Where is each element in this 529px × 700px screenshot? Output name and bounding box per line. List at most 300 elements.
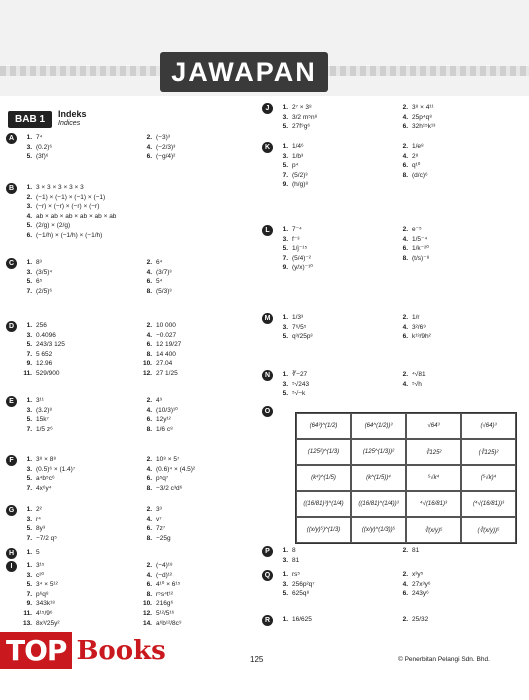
answer-item — [20, 516, 140, 526]
answer-row — [276, 143, 516, 153]
answer-value: 8y³ — [36, 525, 46, 533]
grid-cell: ((x/y)^(1/3))⁵ — [351, 517, 406, 543]
answer-value: f⁻³ — [292, 235, 300, 243]
answer-row — [20, 269, 260, 279]
question-number: 4. — [146, 406, 152, 414]
answer-item — [140, 562, 260, 572]
answer-value: (5/2)³ — [292, 171, 308, 179]
answer-item — [396, 162, 516, 172]
answer-value: 7⁴ — [36, 134, 43, 141]
answer-value: (0.5)⁶ × (1.4)⁷ — [36, 465, 76, 473]
answer-value: 1/b³ — [292, 152, 304, 160]
answer-section-r — [276, 616, 516, 626]
answer-row — [276, 581, 516, 591]
question-number: 5. — [26, 581, 32, 589]
question-number — [396, 264, 408, 274]
question-number: 5. — [26, 222, 32, 230]
question-number: 1. — [282, 371, 288, 378]
answer-item — [276, 143, 396, 153]
question-number: 4. — [26, 212, 32, 220]
answer-row — [276, 226, 516, 236]
question-number: 7. — [26, 590, 32, 598]
answer-value: 1/r — [412, 314, 420, 321]
grid-cell: (64^(1/2))³ — [351, 413, 406, 439]
question-number: 3. — [26, 465, 32, 473]
answer-value: (0.6)⁴ × (4.5)² — [156, 465, 196, 473]
answer-item — [140, 288, 260, 298]
answer-value: 2⁷ × 3⁸ — [292, 104, 312, 111]
answer-value: 15k⁷ — [36, 416, 49, 424]
answer-item — [20, 370, 140, 380]
question-number: 1. — [26, 562, 32, 569]
question-number: 1. — [282, 547, 288, 554]
answer-value: 3⁴ × 5¹² — [36, 581, 58, 589]
answer-item — [396, 314, 516, 324]
answer-item — [276, 104, 396, 114]
question-number: 6. — [26, 231, 32, 239]
question-number: 6. — [146, 525, 152, 533]
answer-value: 12.96 — [36, 360, 53, 368]
answer-item — [140, 572, 260, 582]
answer-row — [20, 397, 260, 407]
answer-value: 256p²q⁷ — [292, 580, 315, 588]
question-number: 1. — [26, 134, 32, 141]
answer-item — [396, 153, 516, 163]
grid-cell: ((16/81)³)^(1/4) — [296, 491, 351, 517]
grid-cell: (k⁴)^(1/5) — [296, 465, 351, 491]
question-number: 1. — [26, 549, 32, 556]
answer-value: 7⁻⁴ — [292, 226, 302, 233]
question-number: 8. — [146, 590, 152, 598]
answer-item — [20, 288, 140, 298]
answer-item — [276, 571, 396, 581]
answer-item — [276, 255, 396, 265]
question-number: 6. — [146, 475, 152, 483]
question-number: 3. — [282, 235, 288, 243]
answer-value: (−3)³ — [156, 134, 170, 141]
answer-item — [140, 278, 260, 288]
logo-books: Books — [76, 635, 166, 666]
answer-value: (−r) × (−r) × (−r) × (−r) — [36, 203, 100, 211]
answer-value: 25p⁴q⁸ — [412, 113, 432, 121]
answer-value: q¹⁰ — [412, 162, 421, 170]
answer-row — [276, 547, 516, 557]
answer-item — [396, 371, 516, 381]
question-number: 3. — [26, 331, 32, 339]
answer-row — [20, 591, 260, 601]
question-number: 4. — [402, 580, 408, 588]
answer-row — [276, 123, 516, 133]
answer-value: 256 — [36, 322, 47, 329]
question-number: 3. — [26, 268, 32, 276]
question-number: 1. — [26, 506, 32, 513]
chapter-title: Indeks — [58, 109, 87, 119]
answer-value: e⁻⁵ — [412, 226, 422, 233]
answer-item — [276, 181, 396, 191]
question-number: 8. — [146, 484, 152, 492]
answer-section-c — [20, 259, 260, 297]
answer-item — [20, 562, 140, 572]
answer-item — [276, 123, 396, 133]
grid-cell: (∛(x/y))⁵ — [461, 517, 516, 543]
answer-value: 6⁴ — [156, 259, 163, 266]
question-number: 2. — [146, 456, 152, 463]
chapter-heading — [8, 110, 87, 128]
answer-value: (10/3)¹⁰ — [156, 406, 178, 414]
answer-value: 529/900 — [36, 369, 60, 377]
answer-row — [20, 232, 260, 242]
answer-value: 3/2 m⁵n⁸ — [292, 113, 318, 121]
answer-item — [276, 581, 396, 591]
question-number: 2. — [402, 226, 408, 233]
answer-value: 3¹⁵ — [36, 562, 45, 569]
answer-value: ⁴√81 — [412, 371, 426, 378]
question-number: 3. — [26, 406, 32, 414]
grid-cell: (⁴√(16/81))³ — [461, 491, 516, 517]
chapter-subtitle: Indices — [58, 120, 81, 127]
answer-item — [140, 351, 260, 361]
page-number: 125 — [250, 655, 264, 664]
answer-value: −0.027 — [156, 331, 177, 339]
question-number: 2. — [146, 259, 152, 266]
answer-value: 2² — [36, 506, 42, 513]
answer-row — [20, 407, 260, 417]
answer-item — [20, 222, 140, 232]
answer-item — [396, 236, 516, 246]
question-number: 2. — [146, 322, 152, 329]
answer-item — [20, 407, 140, 417]
answer-item — [396, 264, 516, 274]
answer-item — [20, 535, 140, 545]
answer-item — [20, 610, 140, 620]
answer-row — [20, 360, 260, 370]
answer-item — [20, 184, 140, 194]
answer-value: a⁶b¹²/8c⁹ — [156, 619, 182, 627]
section-marker-l: L — [262, 225, 273, 236]
answer-value: 1/e⁸ — [412, 143, 424, 150]
answer-item — [140, 332, 260, 342]
answer-item — [20, 322, 140, 332]
grid-cell: √64³ — [406, 413, 461, 439]
question-number: 5. — [26, 278, 32, 286]
question-number: 1. — [26, 259, 32, 266]
answer-row — [276, 264, 516, 274]
question-number: 2. — [402, 571, 408, 578]
question-number: 3. — [282, 323, 288, 331]
answer-value: 81 — [292, 556, 300, 564]
answer-item — [140, 370, 260, 380]
answer-row — [20, 466, 260, 476]
answer-value: (−g/4)² — [156, 153, 176, 161]
answer-item — [396, 557, 516, 567]
answer-row — [276, 571, 516, 581]
grid-cell: (125²)^(1/3) — [296, 439, 351, 465]
answer-item — [20, 426, 140, 436]
grid-cell: ⁴√(16/81)³ — [406, 491, 461, 517]
answer-value: 3¹¹ — [36, 397, 44, 404]
answer-value: 1/5 z⁶ — [36, 425, 53, 433]
answer-value: 5 — [36, 549, 40, 556]
answer-item — [20, 416, 140, 426]
answer-item — [140, 456, 260, 466]
question-number: 1. — [26, 184, 32, 191]
answer-value: 7z⁷ — [156, 525, 166, 533]
question-number: 6. — [146, 153, 152, 161]
section-marker-e: E — [6, 396, 17, 407]
answer-row — [276, 324, 516, 334]
answer-item — [20, 572, 140, 582]
section-marker-f: F — [6, 455, 17, 466]
answer-item — [140, 360, 260, 370]
question-number: 6. — [402, 333, 408, 341]
answer-item — [140, 506, 260, 516]
question-number: 1. — [282, 616, 288, 623]
grid-cell: ∛125² — [406, 439, 461, 465]
answer-value: 7⁶/5⁵ — [292, 323, 307, 331]
answer-item — [140, 397, 260, 407]
answer-value: 0.4096 — [36, 331, 56, 339]
question-number: 4. — [146, 268, 152, 276]
answer-item — [396, 245, 516, 255]
section-marker-i: I — [6, 561, 17, 572]
answer-item — [140, 194, 260, 204]
question-number: 2. — [146, 506, 152, 513]
answer-value: p⁵q⁷ — [156, 475, 169, 483]
question-number — [140, 549, 152, 559]
answer-value: 4¹⁰ × 6¹⁵ — [156, 581, 181, 589]
answer-item — [20, 397, 140, 407]
answer-value: 6⁵ — [36, 278, 43, 286]
answer-section-j — [276, 104, 516, 133]
answer-value: 14 400 — [156, 350, 176, 358]
question-number: 12. — [142, 609, 152, 617]
answer-item — [140, 600, 260, 610]
answer-value: ⁵√243 — [292, 380, 310, 388]
answer-item — [140, 591, 260, 601]
question-number: 4. — [146, 515, 152, 523]
answer-value: ⁵√h — [412, 380, 422, 388]
grid-cell: (k^(1/5))⁴ — [351, 465, 406, 491]
grid-cell: (64³)^(1/2) — [296, 413, 351, 439]
question-number: 10. — [142, 360, 152, 368]
answer-value: x³y⁵ — [412, 571, 424, 578]
question-number: 3. — [26, 571, 32, 579]
question-number: 5. — [282, 590, 288, 598]
answer-row — [276, 557, 516, 567]
answer-row — [20, 341, 260, 351]
section-o-grid — [295, 412, 517, 544]
answer-item — [140, 407, 260, 417]
section-marker-h: H — [6, 548, 17, 559]
question-number: 14. — [142, 619, 152, 627]
question-number: 5. — [26, 153, 32, 161]
answer-value: −3/2 c³d⁶ — [156, 484, 183, 492]
answer-section-h — [20, 549, 260, 559]
answer-item — [396, 547, 516, 557]
answer-item — [140, 426, 260, 436]
question-number: 8. — [402, 254, 408, 262]
question-number: 8. — [146, 287, 152, 295]
answer-value: 5⁴ — [156, 278, 163, 286]
question-number: 6. — [146, 416, 152, 424]
answer-item — [276, 324, 396, 334]
answer-value: 3²/6⁹ — [412, 323, 426, 331]
answer-section-d — [20, 322, 260, 380]
section-marker-o: O — [262, 406, 273, 417]
question-number — [140, 194, 152, 204]
question-number: 5. — [282, 333, 288, 341]
answer-item — [20, 600, 140, 610]
answer-section-p — [276, 547, 516, 566]
answer-value: (−1) × (−1) × (−1) × (−1) — [36, 193, 106, 201]
question-number: 3. — [282, 152, 288, 160]
answer-value: 25/32 — [412, 616, 429, 623]
answer-value: c²⁰ — [36, 571, 45, 579]
answer-value: −25g — [156, 534, 171, 542]
question-number: 1. — [26, 456, 32, 463]
answer-row — [20, 485, 260, 495]
question-number: 6. — [146, 581, 152, 589]
answer-value: 1/5⁻⁴ — [412, 235, 428, 243]
question-number: 5. — [282, 390, 288, 398]
answer-value: 1/3³ — [292, 314, 304, 321]
question-number: 2. — [146, 562, 152, 569]
answer-item — [140, 525, 260, 535]
answer-value: 5 652 — [36, 350, 53, 358]
grid-cell: ((x/y)⁵)^(1/3) — [296, 517, 351, 543]
question-number — [396, 181, 408, 191]
answer-row — [20, 370, 260, 380]
question-number: 2. — [146, 134, 152, 141]
answer-row — [20, 516, 260, 526]
question-number: 3. — [282, 113, 288, 121]
answer-value: v⁷ — [156, 515, 162, 523]
answer-value: 1/j⁻¹⁵ — [292, 245, 308, 253]
grid-cell: (∛125)² — [461, 439, 516, 465]
answer-value: 27.04 — [156, 360, 173, 368]
answer-value: 8 — [292, 547, 296, 554]
answer-value: ∛−27 — [292, 371, 308, 378]
watermark-logo — [0, 632, 166, 669]
answer-item — [276, 236, 396, 246]
answer-item — [140, 416, 260, 426]
answer-item — [276, 590, 396, 600]
answer-item — [396, 381, 516, 391]
answer-item — [276, 314, 396, 324]
answer-item — [20, 153, 140, 163]
answer-item — [140, 516, 260, 526]
answer-value: 625q⁸ — [292, 590, 310, 598]
question-number: 5. — [282, 162, 288, 170]
question-number: 5. — [282, 123, 288, 131]
grid-cell: ∛(x/y)⁵ — [406, 517, 461, 543]
answer-item — [20, 485, 140, 495]
answer-value: (3.2)⁸ — [36, 406, 53, 414]
answer-row — [276, 314, 516, 324]
answer-value: 10⁸ × 5⁷ — [156, 456, 180, 463]
answer-item — [396, 172, 516, 182]
answer-value: 1/k⁻²⁰ — [412, 245, 429, 253]
answer-value: (−d)¹² — [156, 571, 173, 579]
answer-section-k — [276, 143, 516, 191]
answer-value: p⁴ — [292, 162, 299, 170]
question-number: 2. — [146, 397, 152, 404]
answer-item — [20, 194, 140, 204]
answer-item — [140, 485, 260, 495]
question-number: 1. — [282, 104, 288, 111]
question-number: 5. — [26, 341, 32, 349]
answer-item — [140, 203, 260, 213]
answer-item — [20, 351, 140, 361]
answer-item — [20, 232, 140, 242]
question-number: 1. — [26, 397, 32, 404]
grid-cell: (√64)³ — [461, 413, 516, 439]
answer-value: ab × ab × ab × ab × ab × ab — [36, 212, 117, 220]
answer-item — [140, 620, 260, 630]
question-number: 2. — [26, 193, 32, 201]
question-number — [396, 390, 408, 400]
question-number: 10. — [142, 600, 152, 608]
answer-item — [396, 181, 516, 191]
answer-row — [20, 600, 260, 610]
question-number: 7. — [26, 350, 32, 358]
grid-cell: (⁵√k)⁴ — [461, 465, 516, 491]
answer-row — [276, 590, 516, 600]
question-number: 2. — [402, 616, 408, 623]
answer-value: (t/s)⁻⁸ — [412, 254, 430, 262]
answer-section-e — [20, 397, 260, 435]
question-number — [140, 222, 152, 232]
answer-value: 343k¹⁸ — [36, 600, 56, 608]
answer-item — [20, 549, 140, 559]
answer-row — [20, 351, 260, 361]
answer-row — [20, 506, 260, 516]
answer-item — [276, 226, 396, 236]
answer-item — [140, 581, 260, 591]
question-number: 3. — [26, 203, 32, 211]
answer-section-n — [276, 371, 516, 400]
answer-value: 8³ — [36, 259, 42, 266]
question-number: 4. — [402, 323, 408, 331]
answer-item — [20, 506, 140, 516]
answer-item — [20, 525, 140, 535]
answer-item — [20, 466, 140, 476]
section-marker-a: A — [6, 133, 17, 144]
answer-value: 16/625 — [292, 616, 312, 623]
grid-cell: ((16/81)^(1/4))³ — [351, 491, 406, 517]
question-number: 7. — [282, 254, 288, 262]
question-number: 9. — [26, 600, 32, 608]
answer-item — [396, 114, 516, 124]
answer-value: 12y¹² — [156, 416, 171, 424]
answer-item — [140, 322, 260, 332]
answer-row — [276, 114, 516, 124]
answer-value: 2⁸ — [412, 152, 419, 160]
answer-value: 3³ — [156, 506, 162, 513]
answer-item — [20, 360, 140, 370]
question-number: 9. — [282, 264, 288, 272]
question-number: 3. — [282, 580, 288, 588]
answer-value: 27 1/25 — [156, 369, 178, 377]
answer-value: q³/25p³ — [292, 333, 313, 341]
answer-value: p⁶q⁸ — [36, 590, 49, 598]
answer-item — [396, 143, 516, 153]
answer-value: 4¹⁵/9⁶ — [36, 609, 53, 617]
question-number: 2. — [402, 371, 408, 378]
section-marker-p: P — [262, 546, 273, 557]
question-number: 5. — [26, 416, 32, 424]
answer-item — [140, 269, 260, 279]
